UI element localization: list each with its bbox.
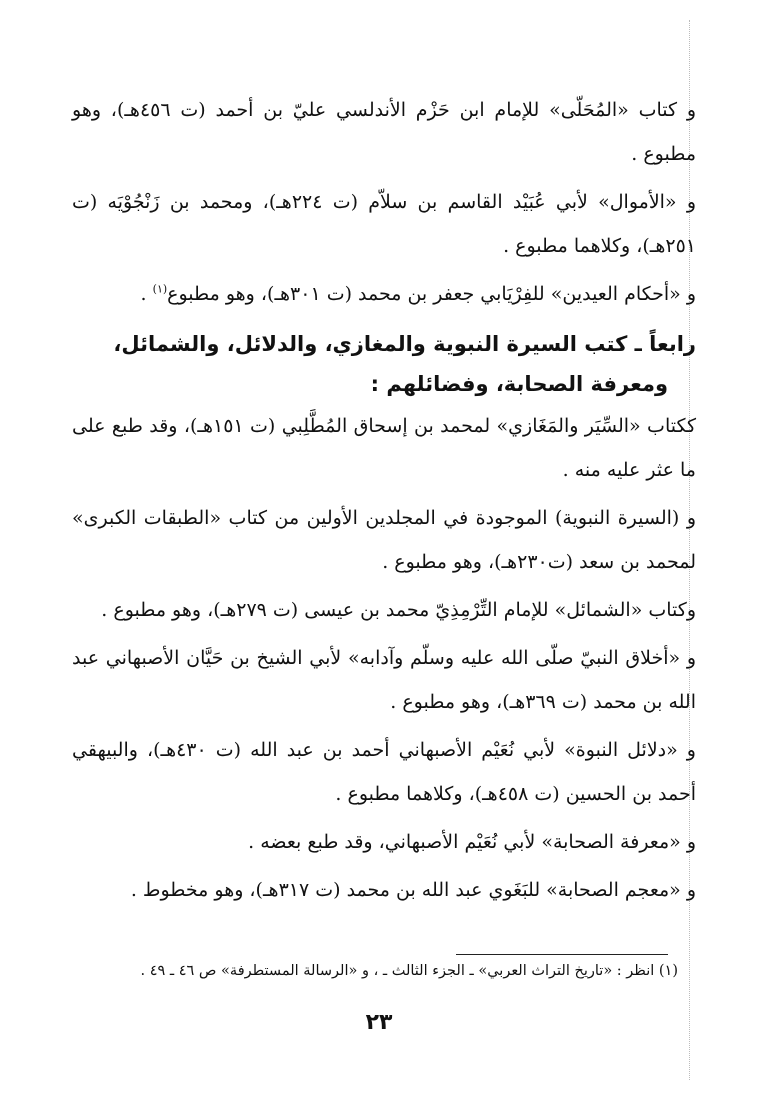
heading-line-2: ومعرفة الصحابة، وفضائلهم : — [370, 372, 668, 396]
paragraph: و (السيرة النبوية) الموجودة في المجلدين الأولين من كتاب «الطبقات الكبرى» لمحمد بن سعد (ت٢٣٠هـ)، وهو مطبوع . — [72, 507, 696, 573]
page-number: ٢٣ — [365, 1010, 393, 1035]
main-text — [72, 88, 696, 916]
paragraph: و «معرفة الصحابة» لأبي نُعَيْم الأصبهاني، وقد طبع بعضه . — [248, 831, 696, 853]
paragraph-with-footnote: و «أحكام العيدين» للفِرْيَابي جعفر بن محمد (ت ٣٠١هـ)، وهو مطبوع$^{(١)}$ . — [140, 282, 696, 305]
heading-line-1: رابعاً ـ كتب السيرة النبوية والمغازي، والدلائل، والشمائل، — [113, 332, 696, 356]
paragraph: و «معجم الصحابة» للبَغَوي عبد الله بن محمد (ت ٣١٧هـ)، وهو مخطوط . — [130, 879, 696, 901]
section-heading — [72, 324, 696, 404]
footnote-marker: (١) — [152, 282, 168, 296]
footnote-separator — [456, 954, 668, 955]
paragraph: وكتاب «الشمائل» للإمام التِّرْمِذِيّ محمد بن عيسى (ت ٢٧٩هـ)، وهو مطبوع . — [101, 599, 696, 621]
paragraph: و «الأموال» لأبي عُبَيْد القاسم بن سلاّم (ت ٢٢٤هـ)، ومحمد بن زَنْجُوْيَه (ت ٢٥١هـ)، وكلاهما مطبوع . — [72, 191, 696, 257]
paragraph: و «أخلاق النبيّ صلّى الله عليه وسلّم وآدابه» لأبي الشيخ بن حَيَّان الأصبهاني عبد الله بن محمد (ت ٣٦٩هـ)، وهو مطبوع . — [72, 647, 696, 713]
paragraph: و «دلائل النبوة» لأبي نُعَيْم الأصبهاني أحمد بن عبد الله (ت ٤٣٠هـ)، والبيهقي أحمد بن الحسين (ت ٤٥٨هـ)، وكلاهما مطبوع . — [72, 739, 696, 805]
footnote: (١) انظر : «تاريخ التراث العربي» ـ الجزء الثالث ـ ، و «الرسالة المستطرفة» ص ٤٦ ـ ٤٩ . — [140, 963, 678, 979]
paragraph: و كتاب «المُحَلّى» للإمام ابن حَزْم الأندلسي عليّ بن أحمد (ت ٤٥٦هـ)، وهو مطبوع . — [72, 99, 696, 165]
paragraph: ككتاب «السِّيَر والمَغَازي» لمحمد بن إسحاق المُطَّلِبي (ت ١٥١هـ)، وقد طبع على ما عثر عليه منه . — [72, 415, 697, 481]
